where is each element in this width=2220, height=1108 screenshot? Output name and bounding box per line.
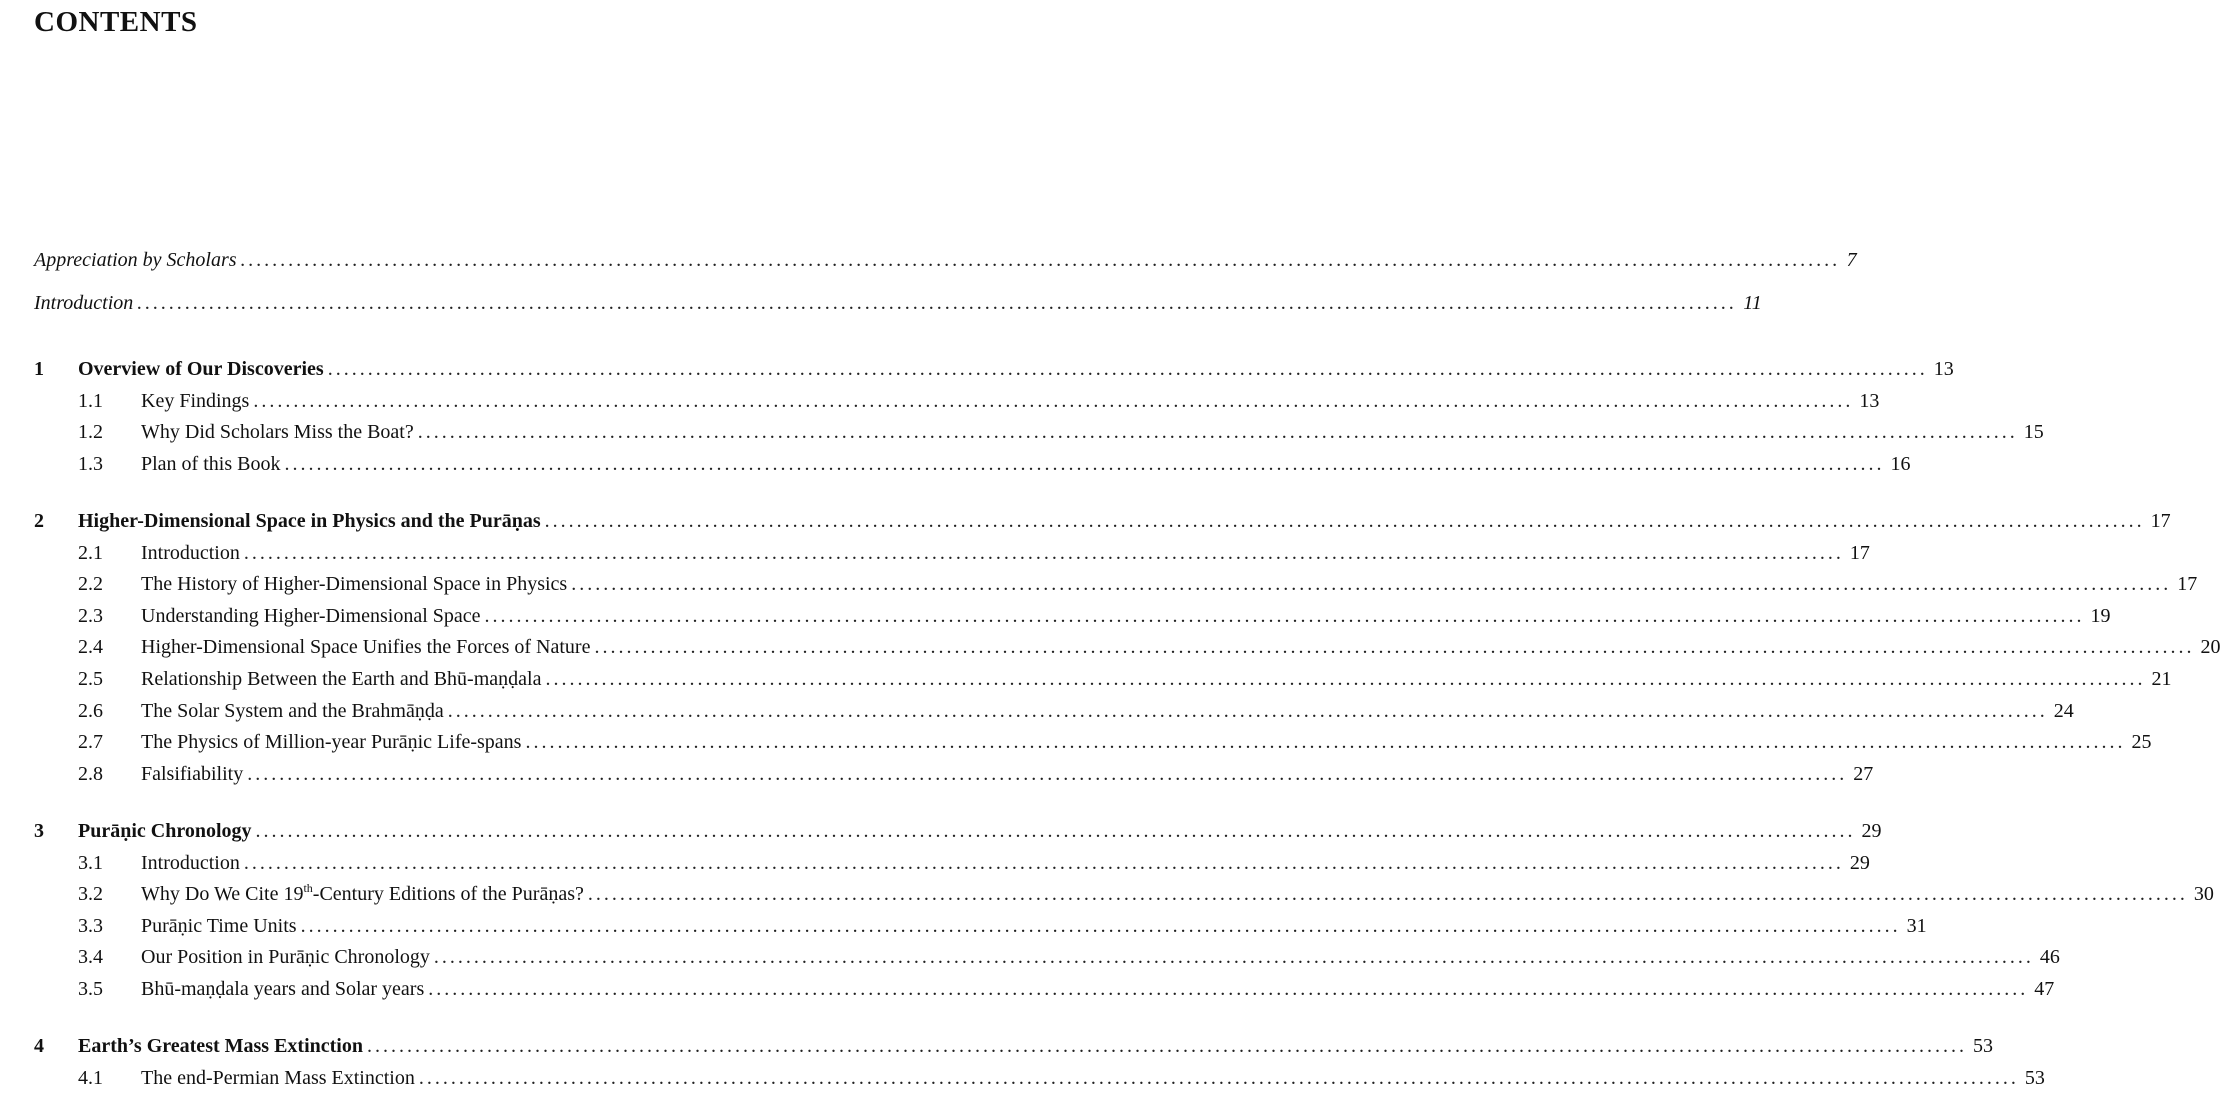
section-title: Bhū-maṇḍala years and Solar years	[141, 978, 425, 1000]
dot-leader: ........................................................................................................................................................................................................	[594, 636, 2195, 658]
page-number: 47	[2034, 978, 2055, 1000]
section-title: The Physics of Million-year Purāṇic Life-spans	[141, 731, 522, 753]
section-title: Falsifiability	[141, 763, 244, 785]
dot-leader: ........................................................................................................................................................................................................	[253, 390, 1854, 412]
page-number: 29	[1861, 820, 1882, 842]
section-title: Higher-Dimensional Space Unifies the Forces of Nature	[141, 636, 591, 658]
toc-section-1-1[interactable]	[0, 388, 1880, 414]
section-title: Relationship Between the Earth and Bhū-maṇḍala	[141, 668, 542, 690]
section-number: 1.1	[78, 390, 103, 412]
section-number: 2.6	[78, 700, 103, 722]
section-number: 3.2	[78, 883, 103, 905]
page-number: 25	[2131, 731, 2152, 753]
page-number: 19	[2090, 605, 2111, 627]
toc-chapter-3[interactable]	[0, 818, 1882, 844]
toc-section-2-7[interactable]	[0, 729, 2152, 755]
toc-chapter-1[interactable]	[0, 356, 1954, 382]
section-title: Key Findings	[141, 390, 250, 412]
toc-entry-appreciation[interactable]	[0, 247, 1857, 273]
chapter-title: Earth’s Greatest Mass Extinction	[78, 1035, 363, 1057]
dot-leader: ........................................................................................................................................................................................................	[544, 510, 2145, 532]
toc-section-2-5[interactable]	[0, 666, 2172, 692]
dot-leader: ........................................................................................................................................................................................................	[418, 1067, 2019, 1089]
ordinal-superscript: th	[303, 881, 313, 895]
section-number: 3.1	[78, 852, 103, 874]
chapter-title: Higher-Dimensional Space in Physics and the Purāṇas	[78, 510, 541, 532]
toc-section-2-1[interactable]	[0, 540, 1870, 566]
section-title-pre: Why Do We Cite 19	[141, 883, 304, 905]
section-number: 1.2	[78, 421, 103, 443]
section-title: Introduction	[141, 542, 240, 564]
dot-leader: ........................................................................................................................................................................................................	[433, 946, 2034, 968]
dot-leader: ........................................................................................................................................................................................................	[300, 915, 1901, 937]
chapter-number: 2	[34, 510, 44, 532]
section-number: 1.3	[78, 453, 103, 475]
section-number: 3.3	[78, 915, 103, 937]
dot-leader: ........................................................................................................................................................................................................	[284, 453, 1885, 475]
section-title: The end-Permian Mass Extinction	[141, 1067, 415, 1089]
chapter-title: Purāṇic Chronology	[78, 820, 252, 842]
toc-section-1-2[interactable]	[0, 419, 2044, 445]
page-number: 7	[1846, 249, 1857, 271]
dot-leader: ........................................................................................................................................................................................................	[247, 763, 1848, 785]
section-number: 2.8	[78, 763, 103, 785]
dot-leader: ........................................................................................................................................................................................................	[327, 358, 1928, 380]
page-number: 53	[2024, 1067, 2045, 1089]
section-title: Why Did Scholars Miss the Boat?	[141, 421, 414, 443]
page-number: 53	[1972, 1035, 1993, 1057]
page-number: 13	[1859, 390, 1880, 412]
chapter-number: 1	[34, 358, 44, 380]
page-title: CONTENTS	[34, 6, 198, 38]
toc-section-3-2[interactable]	[0, 881, 2214, 907]
dot-leader: ........................................................................................................................................................................................................	[243, 852, 1844, 874]
chapter-number: 4	[34, 1035, 44, 1057]
page-number: 30	[2193, 883, 2214, 905]
page-number: 17	[2177, 573, 2198, 595]
toc-section-3-4[interactable]	[0, 944, 2060, 970]
toc-chapter-4[interactable]	[0, 1033, 1993, 1059]
toc-section-3-5[interactable]	[0, 976, 2055, 1002]
dot-leader: ........................................................................................................................................................................................................	[484, 605, 2085, 627]
section-number: 3.4	[78, 946, 103, 968]
toc-section-3-1[interactable]	[0, 850, 1870, 876]
page-number: 13	[1933, 358, 1954, 380]
dot-leader: ........................................................................................................................................................................................................	[525, 731, 2126, 753]
dot-leader: ........................................................................................................................................................................................................	[243, 542, 1844, 564]
page-number: 11	[1743, 292, 1762, 314]
page-number: 31	[1906, 915, 1927, 937]
dot-leader: ........................................................................................................................................................................................................	[137, 292, 1738, 314]
section-number: 4.1	[78, 1067, 103, 1089]
section-number: 2.4	[78, 636, 103, 658]
dot-leader: ........................................................................................................................................................................................................	[587, 883, 2188, 905]
section-title	[141, 881, 584, 907]
toc-chapter-2[interactable]	[0, 508, 2171, 534]
section-title: Introduction	[141, 852, 240, 874]
section-number: 2.5	[78, 668, 103, 690]
entry-title: Appreciation by Scholars	[34, 249, 237, 271]
dot-leader: ........................................................................................................................................................................................................	[255, 820, 1856, 842]
section-title: Our Position in Purāṇic Chronology	[141, 946, 430, 968]
dot-leader: ........................................................................................................................................................................................................	[417, 421, 2018, 443]
dot-leader: ........................................................................................................................................................................................................	[447, 700, 2048, 722]
page-number: 21	[2151, 668, 2172, 690]
page-number: 24	[2053, 700, 2074, 722]
dot-leader: ........................................................................................................................................................................................................	[428, 978, 2029, 1000]
toc-section-3-3[interactable]	[0, 913, 1927, 939]
toc-section-2-8[interactable]	[0, 761, 1874, 787]
page-number: 20	[2200, 636, 2220, 658]
section-number: 2.7	[78, 731, 103, 753]
section-number: 2.1	[78, 542, 103, 564]
entry-title: Introduction	[34, 292, 134, 314]
toc-section-1-3[interactable]	[0, 451, 1911, 477]
page-number: 16	[1890, 453, 1911, 475]
section-title-post: -Century Editions of the Purāṇas?	[312, 883, 584, 905]
dot-leader: ........................................................................................................................................................................................................	[240, 249, 1841, 271]
section-number: 3.5	[78, 978, 103, 1000]
section-number: 2.2	[78, 573, 103, 595]
toc-section-2-2[interactable]	[0, 571, 2198, 597]
section-title: The History of Higher-Dimensional Space in Physics	[141, 573, 568, 595]
page-number: 17	[1849, 542, 1870, 564]
chapter-number: 3	[34, 820, 44, 842]
section-title: Understanding Higher-Dimensional Space	[141, 605, 481, 627]
dot-leader: ........................................................................................................................................................................................................	[571, 573, 2172, 595]
section-title: Plan of this Book	[141, 453, 281, 475]
toc-section-2-3[interactable]	[0, 603, 2111, 629]
page-number: 29	[1849, 852, 1870, 874]
page-number: 46	[2039, 946, 2060, 968]
page-number: 27	[1853, 763, 1874, 785]
chapter-title: Overview of Our Discoveries	[78, 358, 324, 380]
toc-section-2-6[interactable]	[0, 698, 2074, 724]
toc-section-2-4[interactable]	[0, 634, 2220, 660]
dot-leader: ........................................................................................................................................................................................................	[545, 668, 2146, 690]
section-title: Purāṇic Time Units	[141, 915, 297, 937]
page-number: 17	[2150, 510, 2171, 532]
toc-entry-introduction[interactable]	[0, 290, 1762, 316]
toc-section-4-1[interactable]	[0, 1065, 2045, 1091]
page-number: 15	[2023, 421, 2044, 443]
section-title: The Solar System and the Brahmāṇḍa	[141, 700, 444, 722]
section-number: 2.3	[78, 605, 103, 627]
dot-leader: ........................................................................................................................................................................................................	[366, 1035, 1967, 1057]
